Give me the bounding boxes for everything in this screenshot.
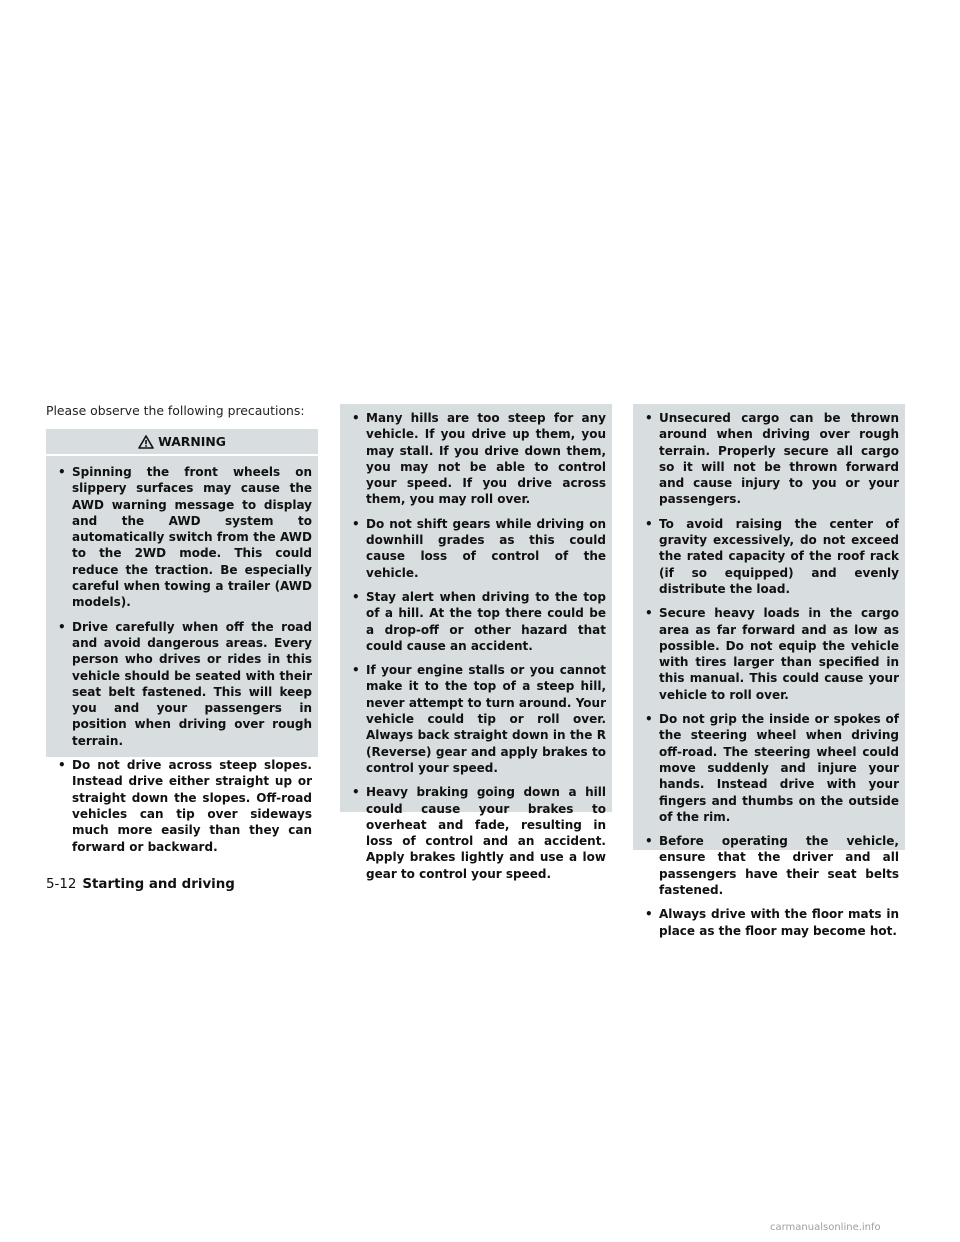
- warning-item: • If your engine stalls or you cannot make it to the top of a steep hill, never attempt to turn around. Your vehicle could tip or roll over. Always back straight down in the R (Reverse) gear and apply brakes to control your speed.: [350, 662, 606, 776]
- warning-box: [46, 429, 318, 854]
- warning-list-1: [46, 456, 318, 855]
- warning-triangle-icon: [138, 435, 154, 449]
- warning-item: • Spinning the front wheels on slippery surfaces may cause the AWD warning message to display and the AWD system to automatically switch from the AWD to the 2WD mode. This could reduce the traction. Be especially careful when towing a trailer (AWD models).: [56, 464, 312, 611]
- intro-text: Please observe the following precautions:: [46, 403, 305, 418]
- warning-item: • Do not drive across steep slopes. Instead drive either straight up or straight down the slopes. Off-road vehicles can tip over sideways much more easily than they can forward or backward.: [56, 757, 312, 855]
- warning-box-continued-1: [340, 404, 612, 881]
- warning-item: • Do not shift gears while driving on downhill grades as this could cause loss of control of the vehicle.: [350, 516, 606, 581]
- warning-item: • Secure heavy loads in the cargo area as far forward and as low as possible. Do not equip the vehicle with tires larger than specified in this manual. This could cause your vehicle to roll over.: [643, 605, 899, 703]
- warning-item: • Before operating the vehicle, ensure that the driver and all passengers have their seat belts fastened.: [643, 833, 899, 898]
- section-title: Starting and driving: [82, 877, 235, 892]
- warning-heading: WARNING: [158, 434, 226, 449]
- warning-item: • Stay alert when driving to the top of a hill. At the top there could be a drop-off or other hazard that could cause an accident.: [350, 589, 606, 654]
- warning-item: • Drive carefully when off the road and avoid dangerous areas. Every person who drives or rides in this vehicle should be seated with their seat belt fastened. This will keep you and your passengers in position when driving over rough terrain.: [56, 619, 312, 749]
- warning-item: • Always drive with the floor mats in place as the floor may become hot.: [643, 906, 899, 939]
- page-number: 5-12: [46, 877, 77, 892]
- warning-header: [46, 429, 318, 456]
- warning-list-2: [350, 410, 606, 882]
- page-footer: [46, 877, 235, 892]
- warning-list-3: [643, 410, 899, 939]
- warning-box-continued-2: [633, 404, 905, 938]
- watermark: carmanualsonline.info: [770, 1222, 881, 1233]
- warning-item: • To avoid raising the center of gravity excessively, do not exceed the rated capacity of the roof rack (if so equipped) and evenly distribute the load.: [643, 516, 899, 597]
- warning-item: • Many hills are too steep for any vehicle. If you drive up them, you may stall. If you drive down them, you may not be able to control your speed. If you drive across them, you may roll over.: [350, 410, 606, 508]
- warning-item: • Do not grip the inside or spokes of the steering wheel when driving off-road. The steering wheel could move suddenly and injure your hands. Instead drive with your fingers and thumbs on the outside of the rim.: [643, 711, 899, 825]
- warning-item: • Unsecured cargo can be thrown around when driving over rough terrain. Properly secure all cargo so it will not be thrown forward and cause injury to you or your passengers.: [643, 410, 899, 508]
- warning-item: • Heavy braking going down a hill could cause your brakes to overheat and fade, resulting in loss of control and an accident. Apply brakes lightly and use a low gear to control your speed.: [350, 784, 606, 882]
